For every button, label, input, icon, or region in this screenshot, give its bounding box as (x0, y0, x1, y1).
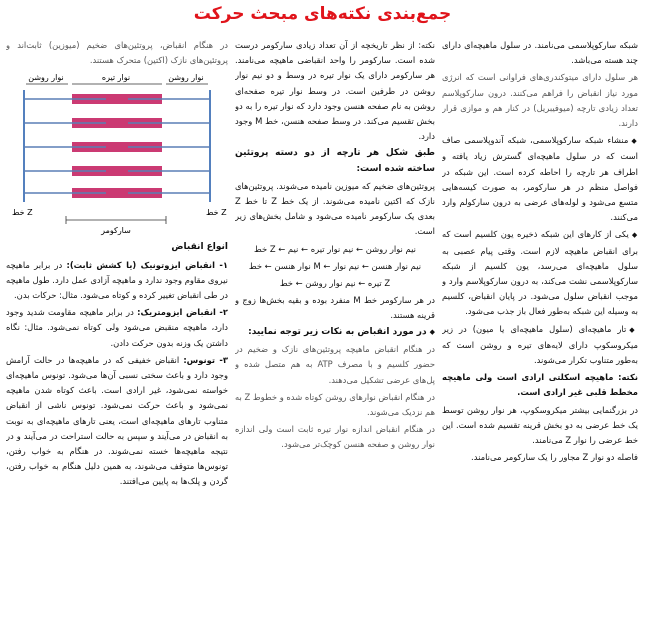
sarcomere-figure (6, 70, 228, 240)
sequence-line: خط Z ← نیم نوار روشن ← نیم نوار تیره ← نیم (254, 243, 416, 254)
z-line-label-left: خط Z (12, 208, 33, 218)
paragraph: ◆ یکی از کارهای این شبکه ذخیره یون کلسیم است که برای انقباض ماهیچه لازم است. وقتی پیام عصبی به سلول ماهیچه‌ای می‌رسد، یون کلسیم از شبکه سارکوپلاسمی نشت می‌کند، به درون سارکوپلاسم وارد و موجب انقباض سلول می‌شود. در پایان انقباض، کلسیم به وسیله این شبکه به‌طور فعال باز جذب می‌شود. (442, 227, 638, 319)
list-item: در هنگام انقباض نوارهای روشن کوتاه شده و خطوط Z به هم نزدیک می‌شوند. (235, 391, 435, 418)
paragraph: در بزرگنمایی بیشتر میکروسکوپ، هر نوار روشن توسط یک خط عرضی به دو بخش قرینه تقسیم شده است. این خط عرضی را نوار Z می‌نامند. (442, 404, 638, 446)
paragraph: در هر سارکومر خط M منفرد بوده و بقیه بخش‌ها زوج و قرینه هستند. (235, 294, 435, 320)
paragraph: در هنگام انقباض، پروتئین‌های ضخیم (میوزین) ثابت‌اند و پروتئین‌های نازک (اکتین) متحرک هستند. (6, 40, 228, 66)
list-item (6, 305, 228, 351)
list-item (6, 353, 228, 490)
left-column (6, 38, 228, 614)
filament-row (24, 94, 210, 104)
paragraph: هر سلول دارای میتوکندری‌های فراوانی است که انرژی مورد نیاز انقباض را فراهم می‌کنند. درون سارکوپلاسم تعداد زیادی تارچه (میوفیبریل) در کنار هم و موازی قرار دارند. (442, 72, 638, 129)
sarcomere-diagram (6, 70, 228, 240)
paragraph: فاصله دو نوار Z مجاور را یک سارکومر می‌نامند. (471, 452, 638, 463)
list-item (6, 258, 228, 304)
list-item: در هنگام انقباض اندازه نوار تیره ثابت است ولی اندازه نوار روشن و صفحه هنسن کوچک‌تر می‌شود. (235, 424, 435, 450)
middle-column (235, 38, 435, 614)
item-text: انقباض خفیفی که در ماهیچه‌ها در حالت آرامش وجود دارد و باعث سختی نسبی آن‌ها می‌شود. تونوس ماهیچه‌ای خواسته نمی‌شود، غیر ارادی است. باعث کوتاه شدن ماهیچه نمی‌شود و باعث حرکت نمی‌شود. تونوس ناشی از انقباض متناوب تارهای ماهیچه‌ای است، یعنی تارهای ماهیچه‌ای به نوبت به انقباض در می‌آیند و سپس به حالت استراحت در می‌آیند و در نتیجه ماهیچه‌ها خسته نمی‌شوند. در هنگام به خواب رفتن، تونوس‌ها متوقف می‌شوند، به همین دلیل هنگام به خواب رفتن، گردن و پلک‌ها به پایین می‌افتند. (6, 354, 228, 487)
right-column (442, 38, 638, 614)
sarcomere-label: سارکومر (101, 226, 131, 236)
item-text: در برابر ماهیچه نیروی مقاوم وجود ندارد و ماهیچه آزادی عمل دارد. طول ماهیچه در طی انقباض تغییر کرده و کوتاه می‌شود. مثال: حرکات بدن. (6, 259, 228, 301)
filament-row (24, 166, 210, 176)
item-title: ۱- انقباض ایزوتونیک (یا کشش ثابت): (66, 259, 228, 270)
filament-rows (24, 94, 210, 198)
note: نکته: ماهیچه اسکلتی ارادی است ولی ماهیچه مخطط قلبی غیر ارادی است. (442, 372, 638, 398)
light-band-label-right: نوار روشن (168, 73, 204, 83)
paragraph: شبکه سارکوپلاسمی می‌نامند. در سلول ماهیچه‌ای دارای چند هسته می‌باشد. (442, 40, 638, 66)
sequence-line: نوار هنسن ← خط M ← نیم نوار هنسن ← نیم نوار (248, 260, 422, 271)
page-title: جمع‌بندی نکته‌های مبحث حرکت (193, 4, 452, 24)
dark-band-label: نوار تیره (101, 73, 131, 83)
sequence-line: تیره ← نیم نوار روشن ← خط Z (279, 277, 391, 288)
paragraph: ◆ تار ماهیچه‌ای (سلول ماهیچه‌ای یا میون) در زیر میکروسکوپ دارای لایه‌های تیره و روشن است که به‌طور متناوب تکرار می‌شوند. (442, 322, 638, 369)
intro-paragraph: نکته: از نظر تاریخچه از آن تعداد زیادی سارکومر درست شده است. سارکومر را واحد انقباضی ماهیچه می‌نامند. هر سارکومر دارای یک نوار تیره در وسط و دو نیم نوار روشن در طرفین است. در وسط نوار تیره صفحه‌ای روشن به نام صفحه هنسن وجود دارد که نوار تیره را به دو بخش تقسیم می‌کند. در وسط صفحه هنسن، خط M وجود دارد. (235, 40, 435, 142)
item-text: در برابر ماهیچه مقاومت شدید وجود دارد، ماهیچه منقبض می‌شود ولی کوتاه نمی‌شود. مثال: نگاه داشتن یک وزنه بدون حرکت دادن. (6, 307, 228, 348)
list-item: در هنگام انقباض ماهیچه پروتئین‌های نازک و ضخیم در حضور کلسیم و با مصرف ATP به هم متصل شده و پل‌های عرضی تشکیل می‌دهند. (235, 344, 435, 385)
filament-row (24, 188, 210, 198)
paragraph: پروتئین‌های ضخیم که میوزین نامیده می‌شوند. پروتئین‌های نازک که اکتین نامیده می‌شوند. از یک خط Z تا خط Z بعدی یک سارکومر نامیده می‌شود و شامل بخش‌های زیر است. (235, 180, 435, 237)
item-title: ۲- انقباض ایزومتریک: (137, 307, 228, 318)
section-heading: ◆ در مورد انقباض به نکات زیر توجه نمایید: (235, 325, 435, 340)
item-title: ۳- تونوس: (183, 354, 228, 365)
filament-row (24, 118, 210, 128)
section-heading: انواع انقباض (171, 242, 228, 253)
section-heading: طبق شکل هر تارچه از دو دسته پروتئین ساخته شده است: (235, 148, 435, 174)
z-line-label-right: خط Z (206, 208, 227, 218)
filament-row (24, 142, 210, 152)
paragraph: ◆ منشاء شبکه سارکوپلاسمی، شبکه آندوپلاسمی صاف است که در سلول ماهیچه‌ای گسترش زیاد یافته و اطراف هر تارچه را احاطه کرده است. این شبکه در فواصل منظم در هر سارکومر، به صورت کیسه‌هایی متسع می‌شود و لوله‌های عرضی به درون سارکولم وارد می‌کنند. (442, 133, 638, 225)
light-band-label: نوار روشن (28, 73, 64, 83)
